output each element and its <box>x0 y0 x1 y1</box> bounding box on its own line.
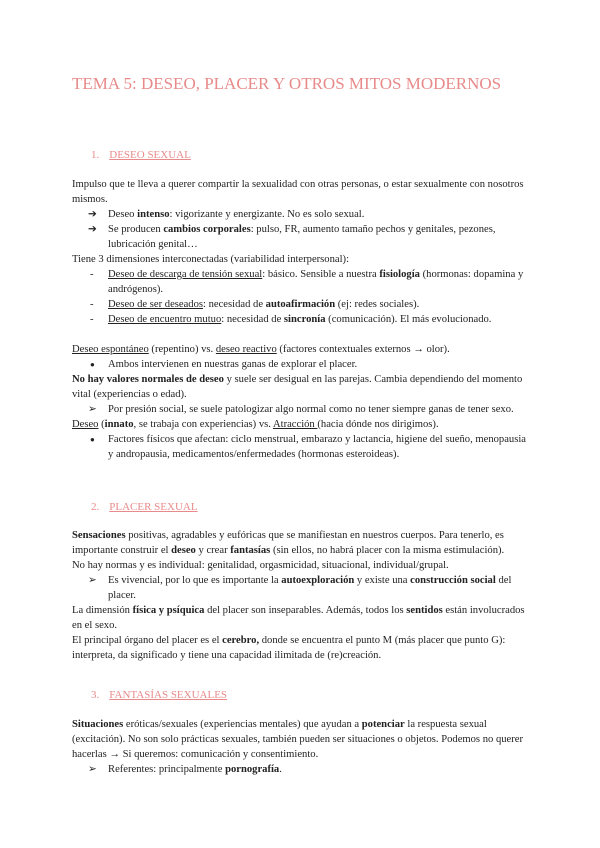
section-number: 3. <box>91 689 100 701</box>
list-item: ➢ Es vivencial, por lo que es importante la autoexploración y existe una construcción social del placer. <box>88 575 512 601</box>
list-item: - Deseo de encuentro mutuo: necesidad de sincronía (comunicación). El más evolucionado. <box>90 314 492 325</box>
dash-bullet: - <box>90 299 94 310</box>
list-item: ➔ Se producen cambios corporales: pulso, FR, aumento tamaño pechos y genitales, pezones, lubricación genital… <box>88 224 496 250</box>
section-title: PLACER SEXUAL <box>109 501 198 513</box>
paragraph: El principal órgano del placer es el cerebro, donde se encuentra el punto M (más placer que punto G): interpreta, da significado y tiene una capacidad ilimitada de (re)creación. <box>72 635 506 661</box>
triangle-list <box>72 573 532 603</box>
paragraph: No hay valores normales de deseo y suele ser desigual en las parejas. Cambia dependiendo del momento vital (experiencias o edad). <box>72 374 523 400</box>
list-item: ➢ Por presión social, se suele patologizar algo normal como no tener siempre ganas de tener sexo. <box>88 404 514 415</box>
list-item: - Deseo de descarga de tensión sexual: básico. Sensible a nuestra fisiología (hormonas: dopamina y andrógenos). <box>90 269 524 295</box>
paragraph: Tiene 3 dimensiones interconectadas (variabilidad interpersonal): <box>72 254 350 265</box>
section-heading-deseo <box>91 148 191 163</box>
section-heading-fantasias <box>91 688 227 703</box>
list-item: ➔ Deseo intenso: vigorizante y energizante. No es solo sexual. <box>88 209 365 220</box>
paragraph: Situaciones eróticas/sexuales (experiencias mentales) que ayudan a potenciar la respuesta sexual (excitación). No son solo prácticas sexuales, también pueden ser situaciones o objetos. Podemos no querer hacerlas → Si queremos: comunicación y consentimiento. <box>72 719 523 760</box>
triangle-bullet-icon: ➢ <box>88 404 97 415</box>
dot-bullet-icon: ● <box>90 435 95 444</box>
paragraph: La dimensión física y psíquica del placer son inseparables. Además, todos los sentidos están involucrados en el sexo. <box>72 605 525 631</box>
section-number: 1. <box>91 149 100 161</box>
dash-list <box>72 267 532 327</box>
page-title: TEMA 5: DESEO, PLACER Y OTROS MITOS MODERNOS <box>72 74 502 93</box>
paragraph: No hay normas y es individual: genitalidad, orgasmicidad, situacional, individual/grupal. <box>72 560 449 571</box>
dot-bullet-icon: ● <box>90 360 95 369</box>
section-title: FANTASÍAS SEXUALES <box>109 689 228 701</box>
dash-bullet: - <box>90 314 94 325</box>
section-number: 2. <box>91 501 100 513</box>
arrow-list <box>72 207 532 252</box>
section-heading-placer <box>91 500 198 515</box>
triangle-list <box>72 762 532 777</box>
list-item: ● Ambos intervienen en nuestras ganas de explorar el placer. <box>90 359 358 370</box>
paragraph: Deseo espontáneo (repentino) vs. deseo reactivo (factores contextuales externos → olor). <box>72 344 450 355</box>
section-body-fantasias <box>72 717 532 777</box>
triangle-list <box>72 402 532 417</box>
dot-list <box>72 432 532 462</box>
section-body-deseo <box>72 177 532 462</box>
paragraph: Impulso que te lleva a querer compartir la sexualidad con otras personas, o estar sexualmente con nosotros mismos. <box>72 179 524 205</box>
list-item: ➢ Referentes: principalmente pornografía. <box>88 764 282 775</box>
triangle-bullet-icon: ➢ <box>88 764 97 775</box>
list-item: - Deseo de ser deseados: necesidad de autoafirmación (ej: redes sociales). <box>90 299 420 310</box>
arrow-bullet-icon: ➔ <box>88 209 97 220</box>
section-title: DESEO SEXUAL <box>109 149 191 161</box>
paragraph: Sensaciones positivas, agradables y eufóricas que se manifiestan en nuestros cuerpos. Para tenerlo, es importante construir el deseo y crear fantasías (sin ellos, no habrá placer con la misma estimulación). <box>72 530 505 556</box>
dash-bullet: - <box>90 269 94 280</box>
section-body-placer <box>72 528 532 663</box>
list-item: ● Factores físicos que afectan: ciclo menstrual, embarazo y lactancia, higiene del sueño, menopausia y andropausia, medicamentos/enfermedades (hormonas esteroideas). <box>90 434 526 460</box>
dot-list <box>72 357 532 372</box>
triangle-bullet-icon: ➢ <box>88 575 97 586</box>
paragraph: Deseo (innato, se trabaja con experiencias) vs. Atracción (hacia dónde nos dirigimos). <box>72 419 439 430</box>
arrow-bullet-icon: ➔ <box>88 224 97 235</box>
